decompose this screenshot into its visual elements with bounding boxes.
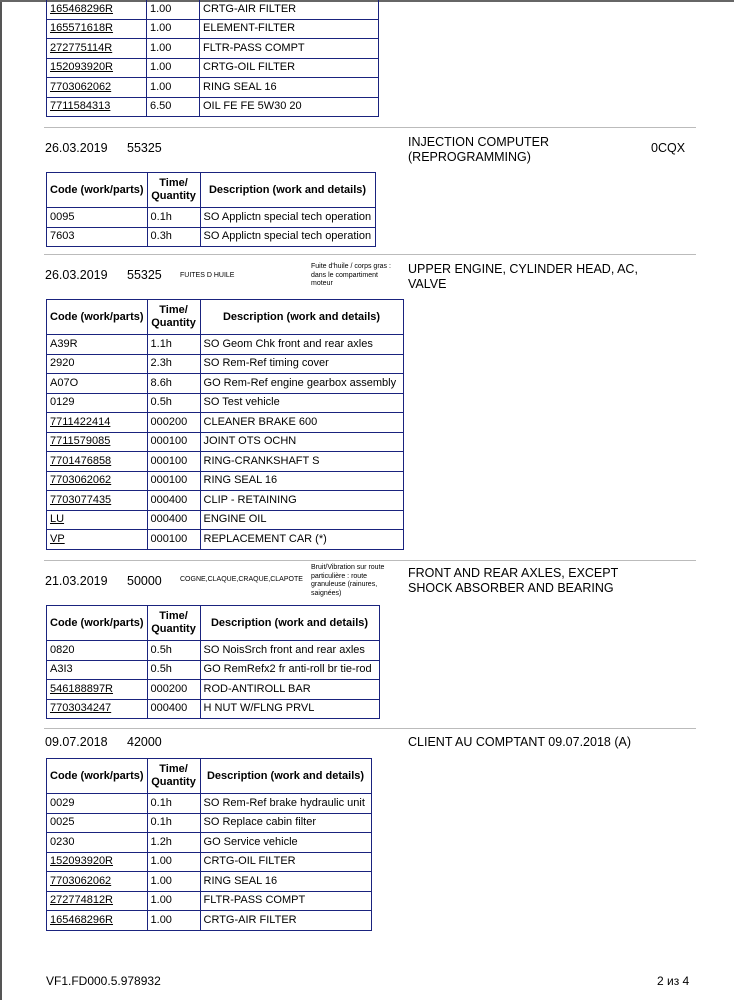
- part-code-cell: [47, 794, 148, 814]
- table-row: [47, 208, 376, 228]
- quantity-cell: 0.1h: [147, 794, 200, 814]
- quantity-cell: 000100: [147, 471, 200, 491]
- description-cell: SO Rem-Ref brake hydraulic unit: [200, 794, 371, 814]
- quantity-cell: 1.00: [147, 852, 200, 872]
- table-row: [47, 641, 380, 661]
- header-description: Description (work and details): [200, 759, 371, 794]
- entry-complaint: FUITES D HUILE: [180, 272, 235, 279]
- description-cell: RING SEAL 16: [200, 78, 379, 98]
- entry-complaint: COGNE,CLAQUE,CRAQUE,CLAPOTE: [180, 576, 303, 583]
- description-cell: SO Replace cabin filter: [200, 813, 371, 833]
- header-description: Description (work and details): [200, 606, 379, 641]
- header-time-quantity: Time/ Quantity: [147, 759, 200, 794]
- description-cell: FLTR-PASS COMPT: [200, 39, 379, 59]
- part-code: 7603: [50, 230, 75, 243]
- part-code-link[interactable]: 7701476858: [50, 454, 112, 467]
- part-code: A39R: [50, 337, 78, 350]
- quantity-cell: 1.00: [147, 39, 200, 59]
- part-code-cell: [47, 891, 148, 911]
- part-code-link[interactable]: 7703062062: [50, 874, 112, 887]
- entry-mileage: 55325: [127, 268, 162, 282]
- part-code: 0129: [50, 396, 75, 409]
- part-code-cell: [47, 374, 148, 394]
- header-time-quantity: Time/ Quantity: [147, 173, 200, 208]
- quantity-cell: 0.5h: [147, 393, 200, 413]
- part-code-cell: [47, 97, 147, 117]
- part-code-cell: [47, 0, 147, 19]
- quantity-cell: 000100: [147, 530, 200, 550]
- table-row: [47, 19, 379, 39]
- header-description: Description (work and details): [200, 173, 375, 208]
- entry-date: 26.03.2019: [45, 268, 108, 282]
- part-code-link[interactable]: LU: [50, 513, 65, 526]
- entry-title: FRONT AND REAR AXLES, EXCEPT SHOCK ABSORBER AND BEARING: [408, 566, 619, 595]
- part-code-link[interactable]: 7711422414: [50, 415, 111, 428]
- description-cell: SO Applictn special tech operation: [200, 208, 375, 228]
- part-code-cell: [47, 510, 148, 530]
- entry-divider: [44, 127, 696, 128]
- table-row: [47, 813, 372, 833]
- quantity-cell: 0.1h: [147, 813, 200, 833]
- quantity-cell: 2.3h: [147, 354, 200, 374]
- header-code: Code (work/parts): [47, 606, 148, 641]
- part-code-link[interactable]: 165468296R: [50, 2, 114, 15]
- description-cell: ROD-ANTIROLL BAR: [200, 680, 379, 700]
- quantity-cell: 000200: [147, 413, 200, 433]
- table-row: [47, 335, 404, 355]
- quantity-cell: 0.3h: [147, 227, 200, 247]
- description-cell: SO Applictn special tech operation: [200, 227, 375, 247]
- entry-note: Fuite d'huile / corps gras : dans le compartiment moteur: [311, 263, 391, 287]
- part-code-cell: [47, 208, 148, 228]
- part-code-link[interactable]: 7711584313: [50, 100, 111, 113]
- part-code-link[interactable]: 272775114R: [50, 41, 113, 54]
- part-code: 0230: [50, 835, 75, 848]
- table-row: [47, 911, 372, 931]
- table-row: [47, 833, 372, 853]
- part-code-link[interactable]: 272774812R: [50, 894, 114, 907]
- part-code-link[interactable]: 152093920R: [50, 61, 114, 74]
- table-row: [47, 510, 404, 530]
- table-row: [47, 794, 372, 814]
- description-cell: ENGINE OIL: [200, 510, 403, 530]
- quantity-cell: 1.00: [147, 19, 200, 39]
- top-parts-table: [46, 0, 379, 117]
- quantity-cell: 1.00: [147, 58, 200, 78]
- part-code-cell: [47, 833, 148, 853]
- part-code-link[interactable]: 152093920R: [50, 855, 114, 868]
- part-code-cell: [47, 530, 148, 550]
- table-header-row: [47, 759, 372, 794]
- description-cell: OIL FE FE 5W30 20: [200, 97, 379, 117]
- part-code-cell: [47, 852, 148, 872]
- quantity-cell: 6.50: [147, 97, 200, 117]
- description-cell: JOINT OTS OCHN: [200, 432, 403, 452]
- entry-title: CLIENT AU COMPTANT 09.07.2018 (A): [408, 735, 631, 749]
- entry-note: Bruit/Vibration sur route particulière : route granuleuse (rainures, saignées): [311, 564, 385, 597]
- page-left-edge: [0, 0, 2, 1000]
- table-row: [47, 58, 379, 78]
- description-cell: GO Service vehicle: [200, 833, 371, 853]
- part-code-cell: [47, 452, 148, 472]
- quantity-cell: 1.00: [147, 911, 200, 931]
- part-code-link[interactable]: 7711579085: [50, 435, 111, 448]
- quantity-cell: 1.00: [147, 891, 200, 911]
- table-row: [47, 491, 404, 511]
- part-code: A3I3: [50, 663, 73, 676]
- work-table: [46, 299, 404, 550]
- part-code-link[interactable]: 165468296R: [50, 913, 114, 926]
- part-code-cell: [47, 19, 147, 39]
- table-row: [47, 393, 404, 413]
- part-code-cell: [47, 680, 148, 700]
- entry-date: 09.07.2018: [45, 735, 108, 749]
- entry-title: INJECTION COMPUTER (REPROGRAMMING): [408, 135, 549, 164]
- header-code: Code (work/parts): [47, 300, 148, 335]
- description-cell: CRTG-AIR FILTER: [200, 0, 379, 19]
- description-cell: GO RemRefx2 fr anti-roll br tie-rod: [200, 660, 379, 680]
- part-code-cell: [47, 471, 148, 491]
- table-header-row: [47, 173, 376, 208]
- part-code-cell: [47, 813, 148, 833]
- table-row: [47, 699, 380, 719]
- header-code: Code (work/parts): [47, 759, 148, 794]
- entry-date: 26.03.2019: [45, 141, 108, 155]
- part-code-link[interactable]: 546188897R: [50, 682, 114, 695]
- table-header-row: [47, 300, 404, 335]
- quantity-cell: 1.00: [147, 872, 200, 892]
- part-code: 0029: [50, 796, 75, 809]
- header-time-quantity: Time/ Quantity: [147, 300, 200, 335]
- description-cell: ELEMENT-FILTER: [200, 19, 379, 39]
- quantity-cell: 0.1h: [147, 208, 200, 228]
- part-code-link[interactable]: 165571618R: [50, 22, 114, 35]
- part-code: 0025: [50, 816, 75, 829]
- table-row: [47, 872, 372, 892]
- part-code-cell: [47, 432, 148, 452]
- quantity-cell: 0.5h: [147, 641, 200, 661]
- table-row: [47, 0, 379, 19]
- description-cell: SO Rem-Ref timing cover: [200, 354, 403, 374]
- part-code-cell: [47, 39, 147, 59]
- entry-mileage: 50000: [127, 574, 162, 588]
- table-row: [47, 452, 404, 472]
- part-code-cell: [47, 335, 148, 355]
- entry-divider: [44, 728, 696, 729]
- entry-title: UPPER ENGINE, CYLINDER HEAD, AC, VALVE: [408, 262, 638, 291]
- part-code-cell: [47, 911, 148, 931]
- table-row: [47, 78, 379, 98]
- table-row: [47, 660, 380, 680]
- header-code: Code (work/parts): [47, 173, 148, 208]
- table-row: [47, 530, 404, 550]
- table-row: [47, 97, 379, 117]
- part-code-cell: [47, 58, 147, 78]
- table-row: [47, 374, 404, 394]
- table-row: [47, 680, 380, 700]
- quantity-cell: 000100: [147, 452, 200, 472]
- table-row: [47, 432, 404, 452]
- part-code-cell: [47, 413, 148, 433]
- part-code-cell: [47, 660, 148, 680]
- quantity-cell: 1.2h: [147, 833, 200, 853]
- part-code: A07O: [50, 376, 79, 389]
- part-code-cell: [47, 699, 148, 719]
- quantity-cell: 1.00: [147, 78, 200, 98]
- quantity-cell: 000100: [147, 432, 200, 452]
- part-code: 0095: [50, 210, 75, 223]
- description-cell: SO NoisSrch front and rear axles: [200, 641, 379, 661]
- part-code-link[interactable]: 7703034247: [50, 702, 112, 715]
- part-code-link[interactable]: 7703077435: [50, 493, 112, 506]
- part-code: 2920: [50, 357, 75, 370]
- description-cell: FLTR-PASS COMPT: [200, 891, 371, 911]
- entry-mileage: 55325: [127, 141, 162, 155]
- description-cell: RING SEAL 16: [200, 471, 403, 491]
- entry-mileage: 42000: [127, 735, 162, 749]
- table-row: [47, 471, 404, 491]
- description-cell: CLIP - RETAINING: [200, 491, 403, 511]
- entry-divider: [44, 560, 696, 561]
- part-code-link[interactable]: 7703062062: [50, 80, 112, 93]
- work-table: [46, 758, 372, 931]
- entry-date: 21.03.2019: [45, 574, 108, 588]
- quantity-cell: 1.1h: [147, 335, 200, 355]
- table-row: [47, 413, 404, 433]
- entry-code: 0CQX: [651, 141, 686, 155]
- part-code-cell: [47, 872, 148, 892]
- quantity-cell: 0.5h: [147, 660, 200, 680]
- description-cell: SO Test vehicle: [200, 393, 403, 413]
- part-code-cell: [47, 393, 148, 413]
- description-cell: SO Geom Chk front and rear axles: [200, 335, 403, 355]
- description-cell: H NUT W/FLNG PRVL: [200, 699, 379, 719]
- description-cell: CRTG-OIL FILTER: [200, 852, 371, 872]
- part-code-cell: [47, 641, 148, 661]
- description-cell: CRTG-OIL FILTER: [200, 58, 379, 78]
- quantity-cell: 000200: [147, 680, 200, 700]
- work-table: [46, 172, 376, 247]
- entry-divider: [44, 254, 696, 255]
- description-cell: CLEANER BRAKE 600: [200, 413, 403, 433]
- description-cell: RING SEAL 16: [200, 872, 371, 892]
- work-table: [46, 605, 380, 719]
- part-code-cell: [47, 491, 148, 511]
- table-row: [47, 39, 379, 59]
- part-code-cell: [47, 78, 147, 98]
- description-cell: REPLACEMENT CAR (*): [200, 530, 403, 550]
- part-code-cell: [47, 354, 148, 374]
- quantity-cell: 8.6h: [147, 374, 200, 394]
- description-cell: RING-CRANKSHAFT S: [200, 452, 403, 472]
- quantity-cell: 000400: [147, 491, 200, 511]
- quantity-cell: 000400: [147, 510, 200, 530]
- part-code-link[interactable]: VP: [50, 532, 65, 545]
- quantity-cell: 1.00: [147, 0, 200, 19]
- footer-page-number: 2 из 4: [657, 974, 690, 988]
- header-time-quantity: Time/ Quantity: [147, 606, 200, 641]
- description-cell: GO Rem-Ref engine gearbox assembly: [200, 374, 403, 394]
- part-code-link[interactable]: 7703062062: [50, 474, 112, 487]
- footer-vin: VF1.FD000.5.978932: [46, 974, 161, 988]
- part-code: 0820: [50, 643, 75, 656]
- part-code-cell: [47, 227, 148, 247]
- table-header-row: [47, 606, 380, 641]
- table-row: [47, 227, 376, 247]
- header-description: Description (work and details): [200, 300, 403, 335]
- description-cell: CRTG-AIR FILTER: [200, 911, 371, 931]
- table-row: [47, 354, 404, 374]
- table-row: [47, 891, 372, 911]
- table-row: [47, 852, 372, 872]
- quantity-cell: 000400: [147, 699, 200, 719]
